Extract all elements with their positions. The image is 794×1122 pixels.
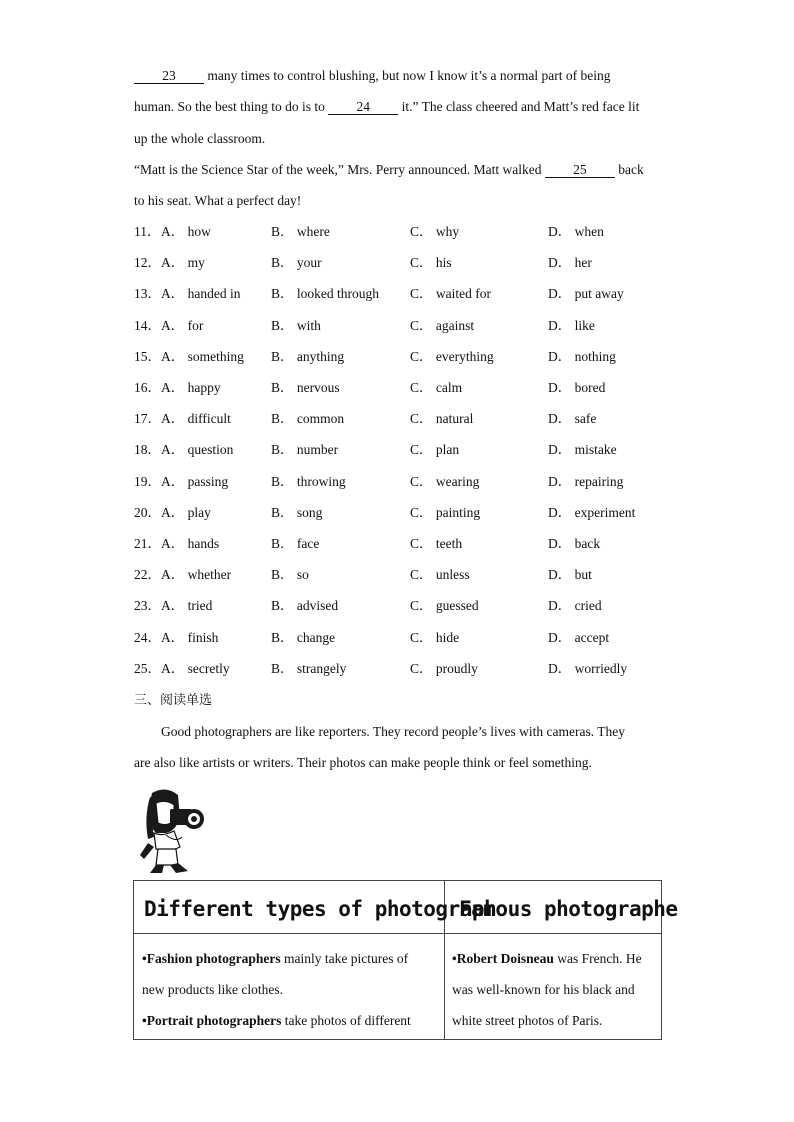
option-b[interactable]: B． song: [271, 504, 323, 520]
passage-line-3: up the whole classroom.: [134, 131, 266, 146]
question-number: 11．: [134, 224, 161, 239]
option-d[interactable]: D． put away: [548, 286, 624, 302]
question-row: [134, 442, 694, 458]
option-c[interactable]: C． guessed: [410, 598, 479, 614]
question-number: 19．: [134, 473, 161, 489]
header-famous: Famous photographe: [459, 897, 678, 921]
option-a[interactable]: A． question: [161, 442, 234, 458]
option-c[interactable]: C． proudly: [410, 660, 478, 676]
option-a[interactable]: A． finish: [161, 629, 219, 645]
fashion-item: •Fashion photographers mainly take pictures of: [142, 951, 409, 966]
question-row: [134, 380, 694, 396]
option-b[interactable]: B． advised: [271, 598, 339, 614]
option-a[interactable]: A． whether: [161, 567, 232, 583]
question-row: [134, 567, 694, 583]
option-d[interactable]: D． accept: [548, 629, 610, 645]
photographers-table: [133, 880, 678, 1040]
option-c[interactable]: C． hide: [410, 629, 460, 645]
option-d[interactable]: D． worriedly: [548, 660, 628, 676]
option-c[interactable]: C． wearing: [410, 473, 480, 489]
reading-intro-line-2: are also like artists or writers. Their photos can make people think or feel something.: [134, 755, 592, 770]
blank-24[interactable]: 24: [328, 100, 398, 115]
question-number: 23．: [134, 598, 161, 614]
option-d[interactable]: D． cried: [548, 598, 602, 614]
question-row: [134, 286, 694, 302]
question-number: 12．: [134, 255, 161, 271]
option-d[interactable]: D． experiment: [548, 504, 636, 520]
option-d[interactable]: D． bored: [548, 380, 606, 395]
question-number: 17．: [134, 411, 161, 427]
option-d[interactable]: D． back: [548, 536, 601, 551]
option-c[interactable]: C． his: [410, 255, 452, 271]
option-d[interactable]: D． repairing: [548, 473, 624, 489]
option-d[interactable]: D． when: [548, 224, 604, 239]
option-c[interactable]: C． why: [410, 224, 460, 239]
passage-line-2: human. So the best thing to do is to 24 it.” The class cheered and Matt’s red face lit: [134, 99, 640, 114]
question-row: [134, 349, 694, 365]
question-row: [134, 598, 694, 614]
famous-cell: [445, 934, 662, 1040]
blank-23[interactable]: 23: [134, 69, 204, 84]
question-row: [134, 630, 694, 646]
option-a[interactable]: A． secretly: [161, 660, 230, 676]
question-number: 24．: [134, 629, 161, 645]
option-b[interactable]: B． looked through: [271, 286, 379, 302]
types-cell: [134, 934, 445, 1040]
option-a[interactable]: A． how: [161, 224, 211, 239]
option-a[interactable]: A． for: [161, 317, 204, 333]
passage-line-4: “Matt is the Science Star of the week,” Mrs. Perry announced. Matt walked 25 back: [134, 162, 644, 177]
option-c[interactable]: C． plan: [410, 442, 460, 458]
blank-25[interactable]: 25: [545, 163, 615, 178]
option-d[interactable]: D． but: [548, 567, 592, 583]
option-b[interactable]: B． face: [271, 536, 320, 551]
doisneau-line2: was well-known for his black and: [452, 982, 635, 997]
option-b[interactable]: B． number: [271, 442, 339, 458]
question-number: 21．: [134, 536, 161, 551]
question-row: [134, 474, 694, 490]
option-c[interactable]: C． everything: [410, 348, 494, 364]
option-a[interactable]: A． difficult: [161, 411, 231, 427]
question-number: 18．: [134, 442, 161, 458]
option-c[interactable]: C． natural: [410, 411, 474, 427]
question-row: [134, 224, 694, 240]
option-a[interactable]: A． my: [161, 255, 205, 271]
option-d[interactable]: D． safe: [548, 411, 597, 427]
section-heading: 三、阅读单选: [134, 693, 213, 708]
portrait-item: •Portrait photographers take photos of different: [142, 1013, 411, 1028]
option-d[interactable]: D． nothing: [548, 348, 616, 364]
doisneau-item: •Robert Doisneau was French. He: [452, 951, 642, 966]
passage-line-5: to his seat. What a perfect day!: [134, 193, 302, 208]
option-d[interactable]: D． like: [548, 317, 595, 333]
option-b[interactable]: B． throwing: [271, 473, 346, 489]
option-a[interactable]: A． handed in: [161, 286, 241, 302]
question-number: 25．: [134, 660, 161, 676]
option-c[interactable]: C． unless: [410, 567, 470, 583]
option-b[interactable]: B． change: [271, 629, 336, 645]
question-number: 22．: [134, 567, 161, 583]
option-a[interactable]: A． play: [161, 504, 211, 520]
question-row: [134, 255, 694, 271]
question-number: 16．: [134, 380, 161, 395]
question-row: [134, 411, 694, 427]
option-a[interactable]: A． happy: [161, 380, 221, 395]
option-c[interactable]: C． against: [410, 317, 475, 333]
question-number: 13．: [134, 286, 161, 302]
option-b[interactable]: B． your: [271, 255, 322, 271]
question-number: 15．: [134, 348, 161, 364]
option-b[interactable]: B． with: [271, 317, 321, 333]
header-famous-cell: [445, 881, 678, 934]
doisneau-line3: white street photos of Paris.: [452, 1013, 603, 1028]
reading-intro-line-1: Good photographers are like reporters. They record people’s lives with cameras. They: [161, 724, 625, 739]
option-b[interactable]: B． common: [271, 411, 345, 427]
fashion-item-line2: new products like clothes.: [142, 982, 283, 997]
question-row: [134, 505, 694, 521]
question-number: 20．: [134, 504, 161, 520]
option-c[interactable]: C． teeth: [410, 536, 463, 551]
header-types-cell: [134, 881, 497, 934]
option-d[interactable]: D． mistake: [548, 442, 617, 458]
option-a[interactable]: A． tried: [161, 598, 213, 614]
question-row: [134, 661, 694, 677]
photographer-illustration: [136, 787, 208, 875]
option-b[interactable]: B． anything: [271, 348, 345, 364]
option-b[interactable]: B． where: [271, 224, 330, 239]
option-b[interactable]: B． so: [271, 567, 309, 583]
option-b[interactable]: B． strangely: [271, 660, 347, 676]
option-a[interactable]: A． hands: [161, 536, 220, 551]
question-row: [134, 318, 694, 334]
option-b[interactable]: B． nervous: [271, 380, 340, 395]
question-number: 14．: [134, 317, 161, 333]
option-d[interactable]: D． her: [548, 255, 592, 271]
passage-line-1: 23 many times to control blushing, but now I know it’s a normal part of being: [134, 68, 610, 84]
question-row: [134, 536, 694, 552]
header-types: Different types of photograph: [144, 897, 497, 921]
option-c[interactable]: C． painting: [410, 504, 481, 520]
option-a[interactable]: A． passing: [161, 473, 229, 489]
option-c[interactable]: C． calm: [410, 380, 463, 395]
option-a[interactable]: A． something: [161, 348, 244, 364]
option-c[interactable]: C． waited for: [410, 286, 491, 302]
